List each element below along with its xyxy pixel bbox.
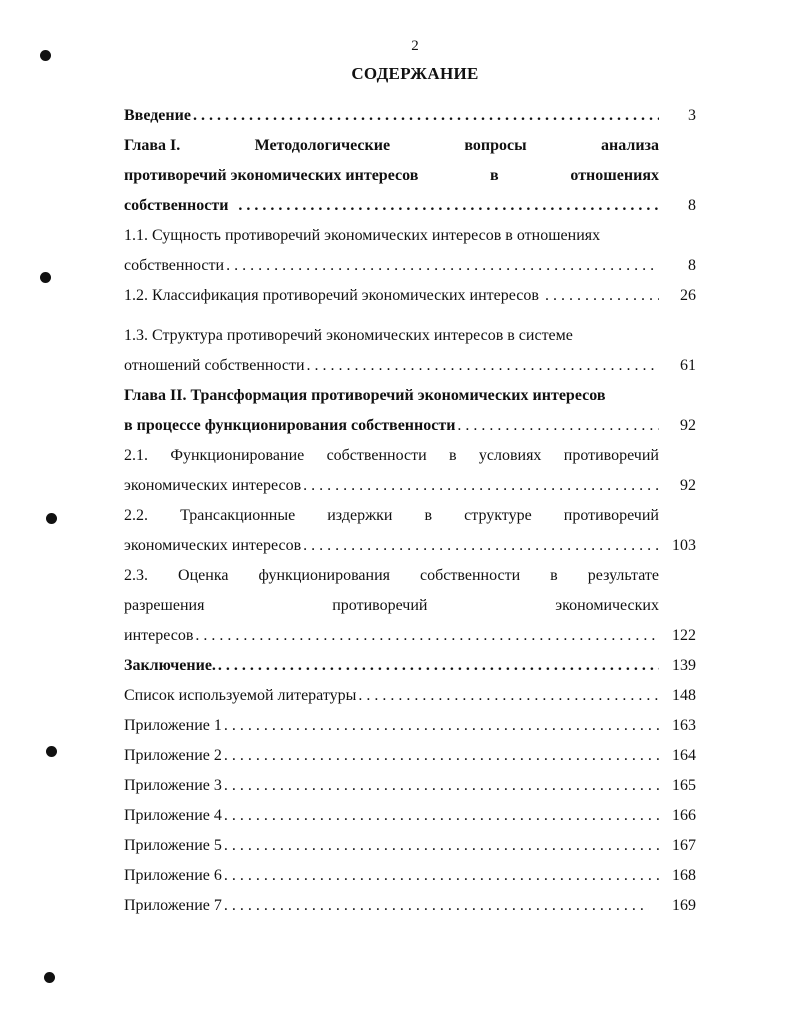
toc-word: издержки <box>327 507 393 524</box>
toc-page-number: 92 <box>680 477 696 494</box>
dot-leader <box>222 771 659 801</box>
toc-word: противоречий <box>563 447 659 464</box>
toc-entry-chapter-2[interactable] <box>124 381 696 411</box>
toc-word: собственности <box>420 567 521 584</box>
toc-word: разрешения <box>124 597 205 614</box>
toc-page-number: 139 <box>672 657 696 674</box>
page-number: 2 <box>411 38 419 54</box>
toc-entry-chapter-2-end[interactable] <box>124 411 696 441</box>
toc-word: Методологические <box>254 137 391 154</box>
toc-page-number: 122 <box>672 627 696 644</box>
toc-entry-2-3[interactable] <box>124 561 696 591</box>
toc-page-number: 165 <box>672 777 696 794</box>
toc-page-number: 168 <box>672 867 696 884</box>
dot-leader <box>356 681 659 711</box>
toc-entry-chapter-1[interactable] <box>124 131 696 161</box>
toc-entry-label: Приложение 4 <box>124 807 222 824</box>
toc-entry-label: Список используемой литературы <box>124 687 357 704</box>
toc-entry-label: Приложение 5 <box>124 837 222 854</box>
toc-word: экономических <box>555 597 659 614</box>
toc-word: 2.1. <box>124 447 148 464</box>
toc-entry-2-2[interactable] <box>124 501 696 531</box>
dot-leader <box>455 411 659 441</box>
toc-entry-appendix[interactable] <box>124 711 696 741</box>
toc-entry-label: экономических интересов <box>124 537 302 554</box>
toc-entry-1-3[interactable] <box>124 321 696 351</box>
toc-entry-label: Введение <box>124 107 191 124</box>
toc-entry-label: собственности <box>124 257 225 274</box>
toc-page-number: 148 <box>672 687 696 704</box>
dot-leader <box>305 351 659 381</box>
dot-leader <box>216 651 659 681</box>
toc-word: противоречий экономических интересов <box>124 167 419 184</box>
toc-entry-chapter-1-end[interactable] <box>124 191 696 221</box>
punch-hole-mark <box>46 746 57 757</box>
toc-word: 2.3. <box>124 567 148 584</box>
toc-word: 2.2. <box>124 507 148 524</box>
toc-entry-chapter-1-cont[interactable] <box>124 161 696 191</box>
toc-word: Оценка <box>178 567 229 584</box>
dot-leader <box>222 711 659 741</box>
punch-hole-mark <box>46 513 57 524</box>
toc-entry-appendix[interactable] <box>124 861 696 891</box>
toc-word: в <box>550 567 558 584</box>
dot-leader <box>191 101 659 131</box>
toc-page-number: 163 <box>672 717 696 734</box>
toc-word: противоречий <box>332 597 428 614</box>
toc-entry-label: 1.2. Классификация противоречий экономических интересов <box>124 287 539 304</box>
page-title: СОДЕРЖАНИЕ <box>351 64 479 83</box>
toc-entry-label: экономических интересов <box>124 477 302 494</box>
toc-word: противоречий <box>563 507 659 524</box>
toc-entry-appendix[interactable] <box>124 741 696 771</box>
toc-entry-1-3-end[interactable] <box>124 351 696 381</box>
toc-page-number: 167 <box>672 837 696 854</box>
toc-entry-label: Приложение 3 <box>124 777 222 794</box>
toc-entry-label: Заключение. <box>124 657 216 674</box>
toc-word: собственности <box>326 447 427 464</box>
toc-page-number: 92 <box>680 417 696 434</box>
toc-entry-1-2[interactable] <box>124 281 696 311</box>
toc-word: отношениях <box>570 167 659 184</box>
toc-entry-label: в процессе функционирования собственности <box>124 417 456 434</box>
toc-entry-conclusion[interactable] <box>124 651 696 681</box>
toc-entry-1-1[interactable] <box>124 221 696 251</box>
dot-leader <box>222 741 659 771</box>
toc-word: в <box>490 167 499 184</box>
dot-leader <box>222 891 649 921</box>
toc-entry-label: Приложение 7 <box>124 897 222 914</box>
toc-entry-2-2-end[interactable] <box>124 531 696 561</box>
toc-word: вопросы <box>464 137 527 154</box>
toc-entry-2-1[interactable] <box>124 441 696 471</box>
toc-entry-label: 1.3. Структура противоречий экономических интересов в системе <box>124 327 573 344</box>
toc-page-number: 8 <box>688 257 696 274</box>
toc-entry-label: 1.1. Сущность противоречий экономических интересов в отношениях <box>124 227 601 244</box>
toc-word: Функционирование <box>170 447 305 464</box>
dot-leader <box>222 801 659 831</box>
toc-entry-intro[interactable] <box>124 101 696 131</box>
toc-entry-label: Приложение 2 <box>124 747 222 764</box>
toc-page-number: 61 <box>680 357 696 374</box>
toc-entry-label: Приложение 1 <box>124 717 222 734</box>
toc-entry-label: интересов <box>124 627 194 644</box>
dot-leader <box>222 861 659 891</box>
toc-entry-label: собственности <box>124 197 229 214</box>
toc-page-number: 169 <box>672 897 696 914</box>
dot-leader <box>301 471 659 501</box>
toc-page-number: 8 <box>688 197 696 214</box>
toc-page-number: 164 <box>672 747 696 764</box>
toc-word: функционирования <box>258 567 390 584</box>
toc-entry-label: Глава II. Трансформация противоречий экономических интересов <box>124 387 606 404</box>
dot-leader <box>228 191 659 221</box>
toc-entry-label: отношений собственности <box>124 357 305 374</box>
toc-word: результате <box>587 567 659 584</box>
dot-leader <box>539 281 659 311</box>
punch-hole-mark <box>40 272 51 283</box>
punch-hole-mark <box>44 972 55 983</box>
toc-page-number: 103 <box>672 537 696 554</box>
toc-entry-literature[interactable] <box>124 681 696 711</box>
dot-leader <box>193 621 659 651</box>
dot-leader <box>224 251 659 281</box>
table-of-contents <box>124 101 696 921</box>
toc-entry-1-1-end[interactable] <box>124 251 696 281</box>
toc-entry-appendix[interactable] <box>124 801 696 831</box>
toc-word: анализа <box>600 137 659 154</box>
toc-entry-2-1-end[interactable] <box>124 471 696 501</box>
toc-entry-2-3-end[interactable] <box>124 621 696 651</box>
toc-entry-label: Приложение 6 <box>124 867 222 884</box>
toc-word: в <box>448 447 457 464</box>
dot-leader <box>222 831 659 861</box>
toc-word: условиях <box>478 447 542 464</box>
dot-leader <box>301 531 659 561</box>
toc-page-number: 3 <box>688 107 696 124</box>
toc-word: структуре <box>464 507 532 524</box>
toc-entry-appendix[interactable] <box>124 831 696 861</box>
toc-word: Трансакционные <box>180 507 296 524</box>
toc-entry-appendix[interactable] <box>124 891 696 921</box>
toc-page-number: 166 <box>672 807 696 824</box>
toc-word: в <box>424 507 433 524</box>
toc-page-number: 26 <box>680 287 696 304</box>
toc-entry-2-3-cont[interactable] <box>124 591 696 621</box>
toc-word: Глава I. <box>124 137 181 154</box>
toc-entry-appendix[interactable] <box>124 771 696 801</box>
